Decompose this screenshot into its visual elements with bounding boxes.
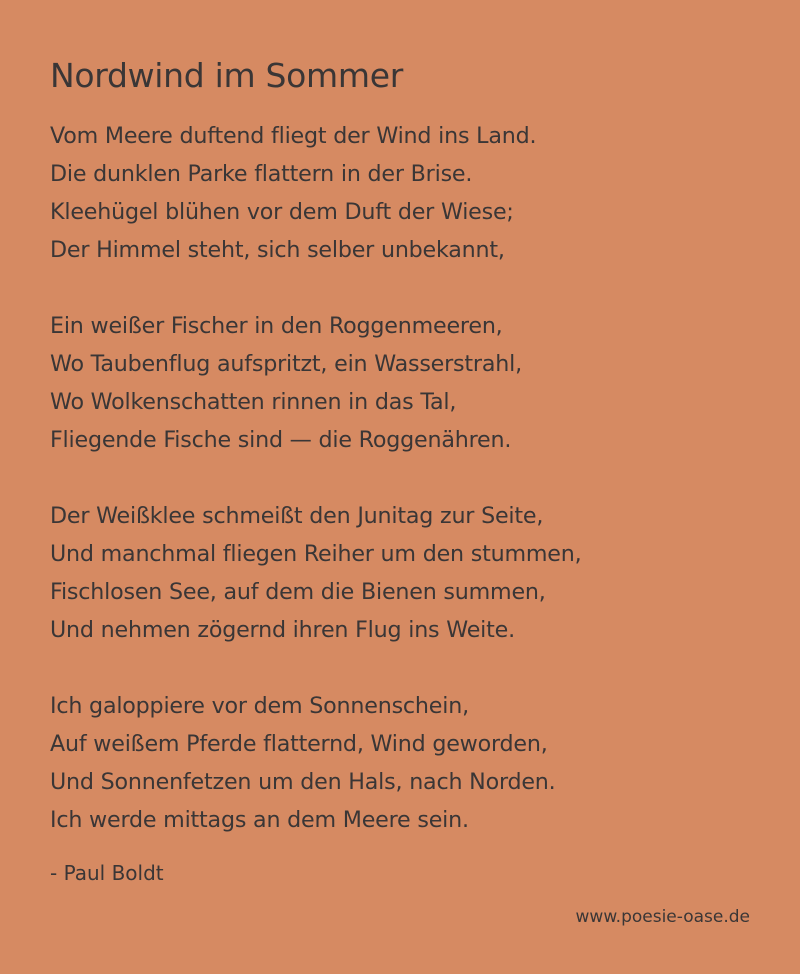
poem-line: Die dunklen Parke flattern in der Brise.: [50, 161, 473, 187]
poem-title: Nordwind im Sommer: [50, 56, 404, 95]
poem-line: Der Himmel steht, sich selber unbekannt,: [50, 237, 505, 263]
poem-line: Und Sonnenfetzen um den Hals, nach Norden.: [50, 769, 556, 795]
poem-line: Auf weißem Pferde flatternd, Wind geworden,: [50, 731, 548, 757]
poem-line: Und nehmen zögernd ihren Flug ins Weite.: [50, 617, 515, 643]
poem-line: Fliegende Fische sind — die Roggenähren.: [50, 427, 512, 453]
poem-body: [50, 117, 750, 839]
stanza-4: [50, 687, 750, 839]
poem-line: Vom Meere duftend fliegt der Wind ins Land.: [50, 123, 537, 149]
poem-author: - Paul Boldt: [50, 861, 164, 885]
poem-line: Ich galoppiere vor dem Sonnenschein,: [50, 693, 469, 719]
poem-line: Kleehügel blühen vor dem Duft der Wiese;: [50, 199, 514, 225]
stanza-3: [50, 497, 750, 649]
poem-line: Der Weißklee schmeißt den Junitag zur Seite,: [50, 503, 544, 529]
stanza-1: [50, 117, 750, 269]
poem-line: Und manchmal fliegen Reiher um den stummen,: [50, 541, 582, 567]
website-url: www.poesie-oase.de: [575, 907, 750, 927]
poem-line: Fischlosen See, auf dem die Bienen summen,: [50, 579, 546, 605]
poem-line: Ich werde mittags an dem Meere sein.: [50, 807, 469, 833]
poem-line: Ein weißer Fischer in den Roggenmeeren,: [50, 313, 503, 339]
stanza-2: [50, 307, 750, 459]
poem-line: Wo Wolkenschatten rinnen in das Tal,: [50, 389, 457, 415]
poem-line: Wo Taubenflug aufspritzt, ein Wasserstrahl,: [50, 351, 522, 377]
